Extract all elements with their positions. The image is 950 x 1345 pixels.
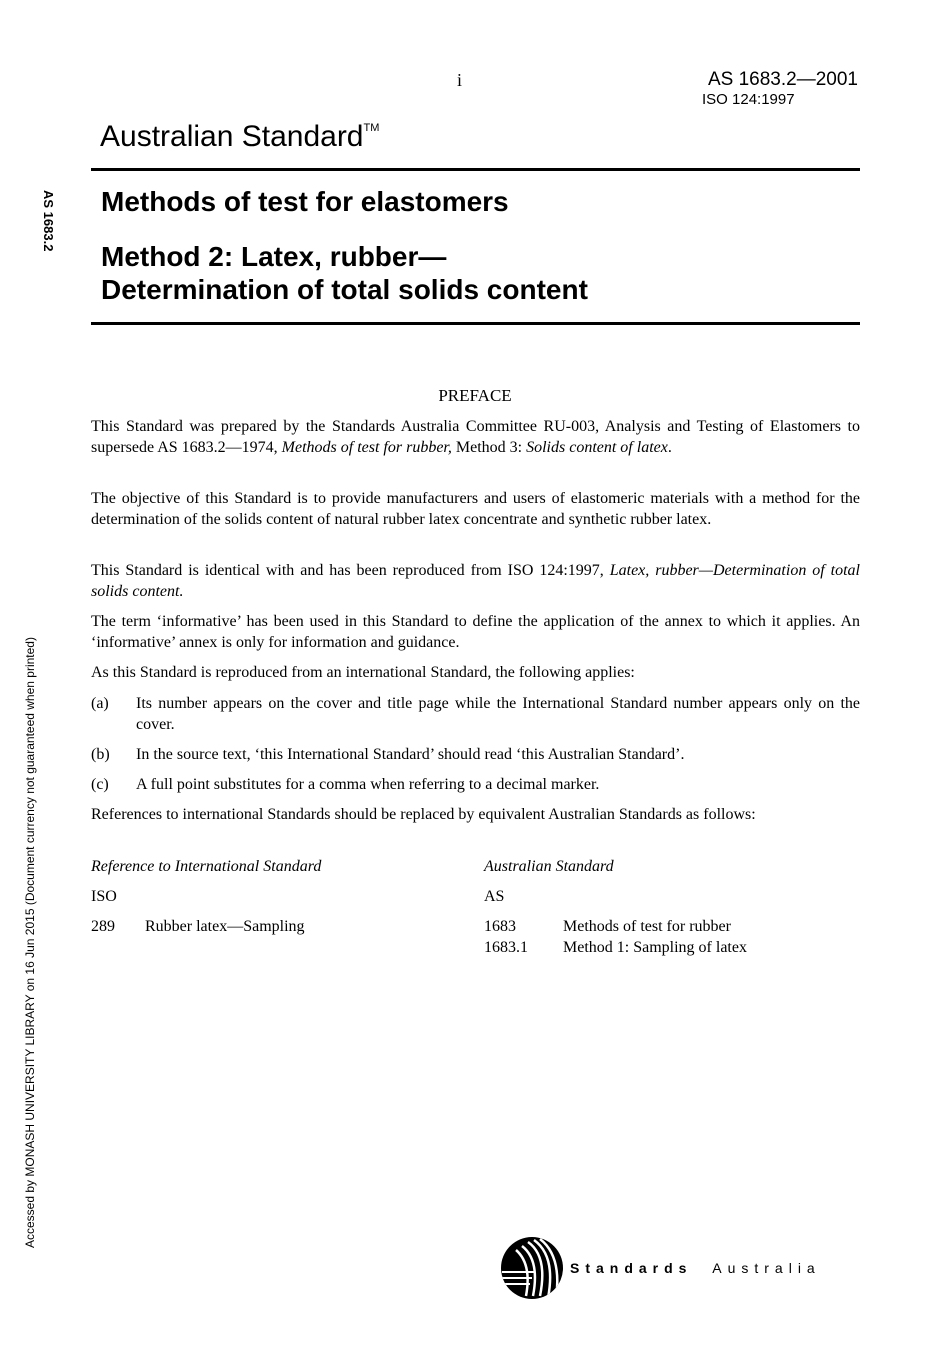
trademark-mark: TM bbox=[363, 122, 380, 134]
preface-paragraph-2: The objective of this Standard is to provide manufacturers and users of elastomeric materials with a method for the determination of the solids content of natural rubber latex concentrate and synthetic rubber latex. bbox=[91, 490, 860, 528]
list-item bbox=[91, 744, 860, 765]
list-item-text: A full point substitutes for a comma when referring to a decimal marker. bbox=[136, 776, 600, 793]
as-ref-title: Methods of test for rubber bbox=[563, 918, 731, 935]
list-item-label: (c) bbox=[91, 776, 109, 793]
as-ref-title: Method 1: Sampling of latex bbox=[563, 939, 747, 956]
method-title bbox=[101, 240, 588, 306]
brand-title-text: Australian Standard bbox=[100, 120, 364, 153]
ref-col1-prefix: ISO bbox=[91, 888, 117, 905]
page-number: i bbox=[457, 70, 463, 90]
as-ref-number: 1683 bbox=[484, 918, 516, 935]
access-note: Accessed by MONASH UNIVERSITY LIBRARY on 16 Jun 2015 (Document currency not guaranteed when printed) bbox=[23, 637, 37, 1248]
method-title-line-2: Determination of total solids content bbox=[101, 274, 588, 305]
brand-title bbox=[100, 120, 379, 154]
as-ref-number: 1683.1 bbox=[484, 939, 528, 956]
ref-col1-heading: Reference to International Standard bbox=[91, 858, 322, 875]
ref-col2-heading: Australian Standard bbox=[484, 858, 614, 875]
preface-heading: PREFACE bbox=[438, 386, 512, 405]
p1-superseded-title: Methods of test for rubber, bbox=[281, 439, 452, 456]
list-item-label: (a) bbox=[91, 695, 109, 712]
ref-col2-prefix: AS bbox=[484, 888, 505, 905]
list-item-label: (b) bbox=[91, 746, 110, 763]
p1-method-title: Solids content of latex bbox=[526, 439, 668, 456]
preface-paragraph-1 bbox=[91, 416, 860, 458]
title-rule-bottom bbox=[91, 322, 860, 325]
iso-ref-number: 289 bbox=[91, 918, 115, 935]
spine-label: AS 1683.2 bbox=[41, 190, 56, 252]
preface-paragraph-3 bbox=[91, 560, 860, 602]
p1-text-a: This Standard was prepared by the Standards Australia Committee RU-003, Analysis and Testing of Elastomers to supersede AS 1683.2—1974, bbox=[91, 418, 860, 456]
iso-ref-title: Rubber latex—Sampling bbox=[145, 918, 305, 935]
p3-text-a: This Standard is identical with and has been reproduced from ISO 124:1997, bbox=[91, 562, 610, 579]
wordmark-australia: Australia bbox=[712, 1260, 821, 1276]
method-title-line-1: Method 2: Latex, rubber— bbox=[101, 241, 447, 272]
p1-text-e: . bbox=[667, 439, 672, 456]
standards-australia-logo-icon bbox=[500, 1236, 564, 1300]
standard-number: AS 1683.2—2001 bbox=[707, 69, 858, 90]
main-title: Methods of test for elastomers bbox=[101, 186, 509, 217]
list-item-text: Its number appears on the cover and title page while the International Standard number appears only on the cover. bbox=[136, 695, 860, 733]
preface-paragraph-5: As this Standard is reproduced from an international Standard, the following applies: bbox=[91, 664, 635, 681]
standards-australia-wordmark bbox=[570, 1260, 821, 1276]
iso-number: ISO 124:1997 bbox=[702, 91, 795, 108]
p1-text-c: Method 3: bbox=[451, 439, 527, 456]
list-item bbox=[91, 774, 860, 795]
title-rule-top bbox=[91, 168, 860, 171]
wordmark-standards: Standards bbox=[570, 1260, 693, 1276]
preface-paragraph-4: The term ‘informative’ has been used in this Standard to define the application of the annex to which it applies. An ‘informative’ annex is only for information and guidance. bbox=[91, 613, 860, 651]
preface-paragraph-6: References to international Standards should be replaced by equivalent Australian Standards as follows: bbox=[91, 806, 756, 823]
list-item bbox=[91, 693, 860, 735]
list-item-text: In the source text, ‘this International Standard’ should read ‘this Australian Standard’. bbox=[136, 746, 685, 763]
p3-iso-title: Latex, rubber—Determination of total solids content. bbox=[91, 562, 860, 600]
